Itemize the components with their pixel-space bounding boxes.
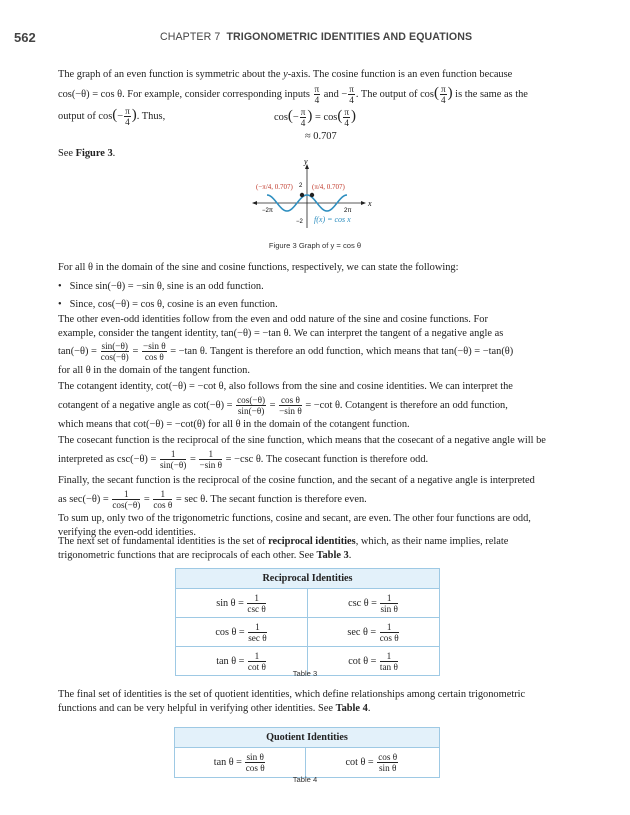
see-text: See [58,148,76,159]
frac-den: 4 [349,95,354,106]
running-header [0,30,630,44]
frac-num: sin(−θ) [101,341,128,352]
cell-lhs: cot θ = [348,655,377,667]
cotangent-text: The cotangent identity, cot(−θ) = −cot θ, also follows from the sine and cosine identities. We can interpret the [58,381,513,392]
frac-num: 1 [380,651,398,662]
frac-num: 1 [247,593,265,604]
intro-text: is the same as the [452,89,528,100]
table-ref: Table 4 [335,702,368,714]
fraction [314,84,321,105]
secant-text: Finally, the secant function is the reciprocal of the cosine function, and the secant of a negative angle is interpreted [58,475,535,486]
frac-num: cos θ [280,394,300,405]
frac-num: π [300,107,306,118]
fraction [124,106,131,127]
figure-3-graph [250,157,372,235]
cell-lhs: sin θ = [216,597,244,609]
x-axis-label: x [368,199,372,208]
cell-lhs: sec θ = [347,626,377,638]
intro-text: output of cos [58,111,113,122]
tangent-text: for all θ in the domain of the tangent function. [58,365,250,376]
frac-num: 1 [248,622,266,633]
frac-den: 4 [125,117,130,128]
frac-den: sin(−θ) [237,405,265,416]
figure-caption: Figure 3 Graph of y = cos θ [268,241,362,250]
cell-lhs: cot θ = [345,756,374,768]
table-3-caption: Table 3 [292,669,318,678]
intro-text: , which, as their name implies, relate trigonometric functions that are reciprocals of each other. See [58,536,509,561]
intro-paragraph: The graph of an even function is symmetric about the y-axis. The cosine function is an even function because cos(−θ) = cos θ. For example, consider corresponding inputs $\frac{\pi}{4}$ and − $\frac{\pi}{4}$ . The output of cos( $\frac{\pi}{4}$ ) is the same as the output of cos(− $\frac{\pi}{4}$ ). Thus, [58,69,528,128]
fraction [112,489,140,510]
function-label: f(x) = cos x [314,215,351,224]
intro-text: and [321,89,342,100]
tangent-text: The other even-odd identities follow from the even and odd nature of the sine and cosine functions. For [58,314,488,325]
intro-text: The next set of fundamental identities is the set of [58,536,269,547]
eq-sign: = [187,453,199,465]
cell-lhs: cos θ = [215,626,245,638]
secant-text: = sec θ. The secant function is therefore even. [173,493,367,505]
fraction [300,107,307,128]
frac-num: 1 [380,622,399,633]
page-number: 562 [14,30,36,45]
frac-den: cos θ [144,352,164,363]
cotangent-text: cotangent of a negative angle as cot(−θ) = [58,399,236,411]
tick-label-neg2pi: −2π [262,208,273,214]
frac-num: π [349,84,354,95]
fraction [160,449,186,470]
sine-cosine-paragraph [58,261,563,312]
see-text: . [112,148,116,159]
frac-den: cos θ [379,632,399,643]
fraction [279,395,302,416]
intro-text: . Thus, [136,111,166,122]
cosecant-text: = −csc θ. The cosecant function is therefore odd. [223,453,429,465]
frac-num: −sin θ [143,341,166,352]
eq-text: cos [274,112,288,123]
chapter-number: CHAPTER 7 [160,31,221,43]
eq-text: = cos [312,112,338,123]
table-row [176,589,440,618]
intro-text: The final set of identities is the set of quotient identities, which define relationships among certain trigonometric functions and can be very helpful in verifying other identities. See [58,689,526,714]
frac-den: 4 [314,95,320,106]
fraction [199,449,222,470]
fraction [248,651,266,672]
frac-den: sec θ [248,632,267,643]
reciprocal-identities-table [175,568,440,676]
frac-num: cos θ [378,752,398,762]
fraction [343,107,350,128]
secant-paragraph [58,474,563,512]
x-axis-arrow [361,201,366,205]
table-cell [308,618,440,647]
bullet-item: • Since sin(−θ) = −sin θ, sine is an odd function. [58,280,563,294]
table-ref: Table 3 [316,549,349,561]
fraction [248,622,266,643]
frac-num: π [125,106,130,117]
x-axis-arrow-left [252,201,257,205]
table-cell [176,589,308,618]
quotient-intro [58,688,563,715]
frac-den: sin θ [378,763,397,773]
frac-num: π [344,107,349,118]
quotient-identities-table [174,727,440,778]
frac-den: cos θ [153,499,173,510]
frac-den: 4 [344,118,349,129]
frac-num: sin θ [246,752,264,762]
fraction [142,341,167,362]
tangent-text: tan(−θ) = [58,346,100,357]
table-cell [175,748,306,778]
fraction [380,593,397,614]
table-title: Reciprocal Identities [176,569,440,589]
frac-num: 1 [112,489,140,500]
tangent-text: = −tan θ. Tangent is therefore an odd function, which means that tan(−θ) = −tan(θ) [167,346,514,357]
cell-lhs: tan θ = [213,756,242,768]
frac-num: π [314,84,320,95]
summary-text: To sum up, only two of the trigonometric functions, cosine and secant, are even. The other four functions are odd, verifying the even-odd identities. [58,513,531,538]
tick-label-neg2: −2 [296,219,303,225]
point-right [310,193,314,197]
frac-den: cos(−θ) [112,499,141,510]
fraction [245,752,264,773]
frac-den: sin θ [380,603,398,614]
fraction [377,752,398,773]
lead-text: For all θ in the domain of the sine and cosine functions, respectively, we can state the following: [58,262,459,273]
bullet-item: • Since, cos(−θ) = cos θ, cosine is an even function. [58,298,563,312]
frac-den: 4 [300,118,306,129]
frac-num: π [440,84,446,95]
fraction [236,395,266,416]
frac-den: csc θ [247,603,266,614]
tick-label-2pi: 2π [344,208,352,214]
fraction [380,622,399,643]
intro-text: . [348,549,352,561]
table-cell [305,748,439,778]
fraction [101,341,129,362]
fraction [153,489,172,510]
approx-value: ≈ 0.707 [305,131,337,142]
table-cell [308,589,440,618]
approx-line [305,130,385,144]
intro-text: . The output of cos [355,89,434,100]
eq-sign: = [129,346,142,357]
table-title: Quotient Identities [175,728,440,748]
point-left [300,193,304,197]
frac-num: 1 [199,449,222,460]
table-row [175,748,440,778]
fraction [380,651,398,672]
frac-num: 1 [153,489,172,500]
fraction [247,593,265,614]
tangent-text: example, consider the tangent identity, tan(−θ) = −tan θ. We can interpret the tangent of a negative angle as [58,327,504,339]
y-axis-label: y [304,157,308,166]
frac-den: cos(−θ) [100,352,129,363]
frac-num: cos(−θ) [237,394,266,405]
fraction [440,84,447,105]
term-bold: reciprocal identities [268,536,356,547]
frac-den: cot θ [247,661,266,672]
tangent-paragraph [58,313,563,378]
eq-sign: = [141,493,153,505]
cotangent-paragraph [58,380,563,431]
figure-ref: Figure 3 [75,148,113,159]
fraction [348,84,355,105]
see-figure [58,147,563,161]
display-equation: cos(− $\frac{\pi}{4}$ ) = cos( $\frac{\pi}{4}$ ) [274,107,356,129]
chapter-title: TRIGONOMETRIC IDENTITIES AND EQUATIONS [226,31,473,43]
intro-text: cos(−θ) = cos θ. For example, consider corresponding inputs [58,89,313,100]
intro-text: . [367,702,371,714]
intro-text: The graph of an even function is symmetric about the [58,69,284,80]
frac-den: tan θ [379,661,398,672]
cell-lhs: csc θ = [348,597,377,609]
frac-den: −sin θ [279,405,302,416]
reciprocal-intro [58,535,563,562]
frac-num: 1 [160,449,186,460]
chapter-header [160,31,472,43]
intro-y-var: y [283,69,288,80]
cosecant-paragraph [58,434,563,472]
frac-num: 1 [380,593,397,604]
frac-den: 4 [440,95,446,106]
frac-den: sin(−θ) [159,459,187,470]
frac-den: cos θ [245,763,265,773]
intro-text: -axis. The cosine function is an even function because [287,69,513,80]
cotangent-text: = −cot θ. Cotangent is therefore an odd function, [302,399,508,411]
frac-num: 1 [248,651,266,662]
cell-lhs: tan θ = [216,655,245,667]
table-cell [176,618,308,647]
frac-den: −sin θ [199,459,223,470]
secant-text: as sec(−θ) = [58,493,112,505]
cosecant-text: The cosecant function is the reciprocal of the sine function, which means that the cosecant of a negative angle will be [58,435,546,446]
tick-label-2: 2 [299,183,303,189]
table-row [176,618,440,647]
point-label-right: (π/4, 0.707) [312,183,345,191]
cotangent-text: which means that cot(−θ) = −cot(θ) for all θ in the domain of the cotangent function. [58,418,410,430]
point-label-left: (−π/4, 0.707) [256,183,293,191]
table-4-caption: Table 4 [292,775,318,784]
eq-sign: = [267,399,279,411]
cosecant-text: interpreted as csc(−θ) = [58,453,159,465]
